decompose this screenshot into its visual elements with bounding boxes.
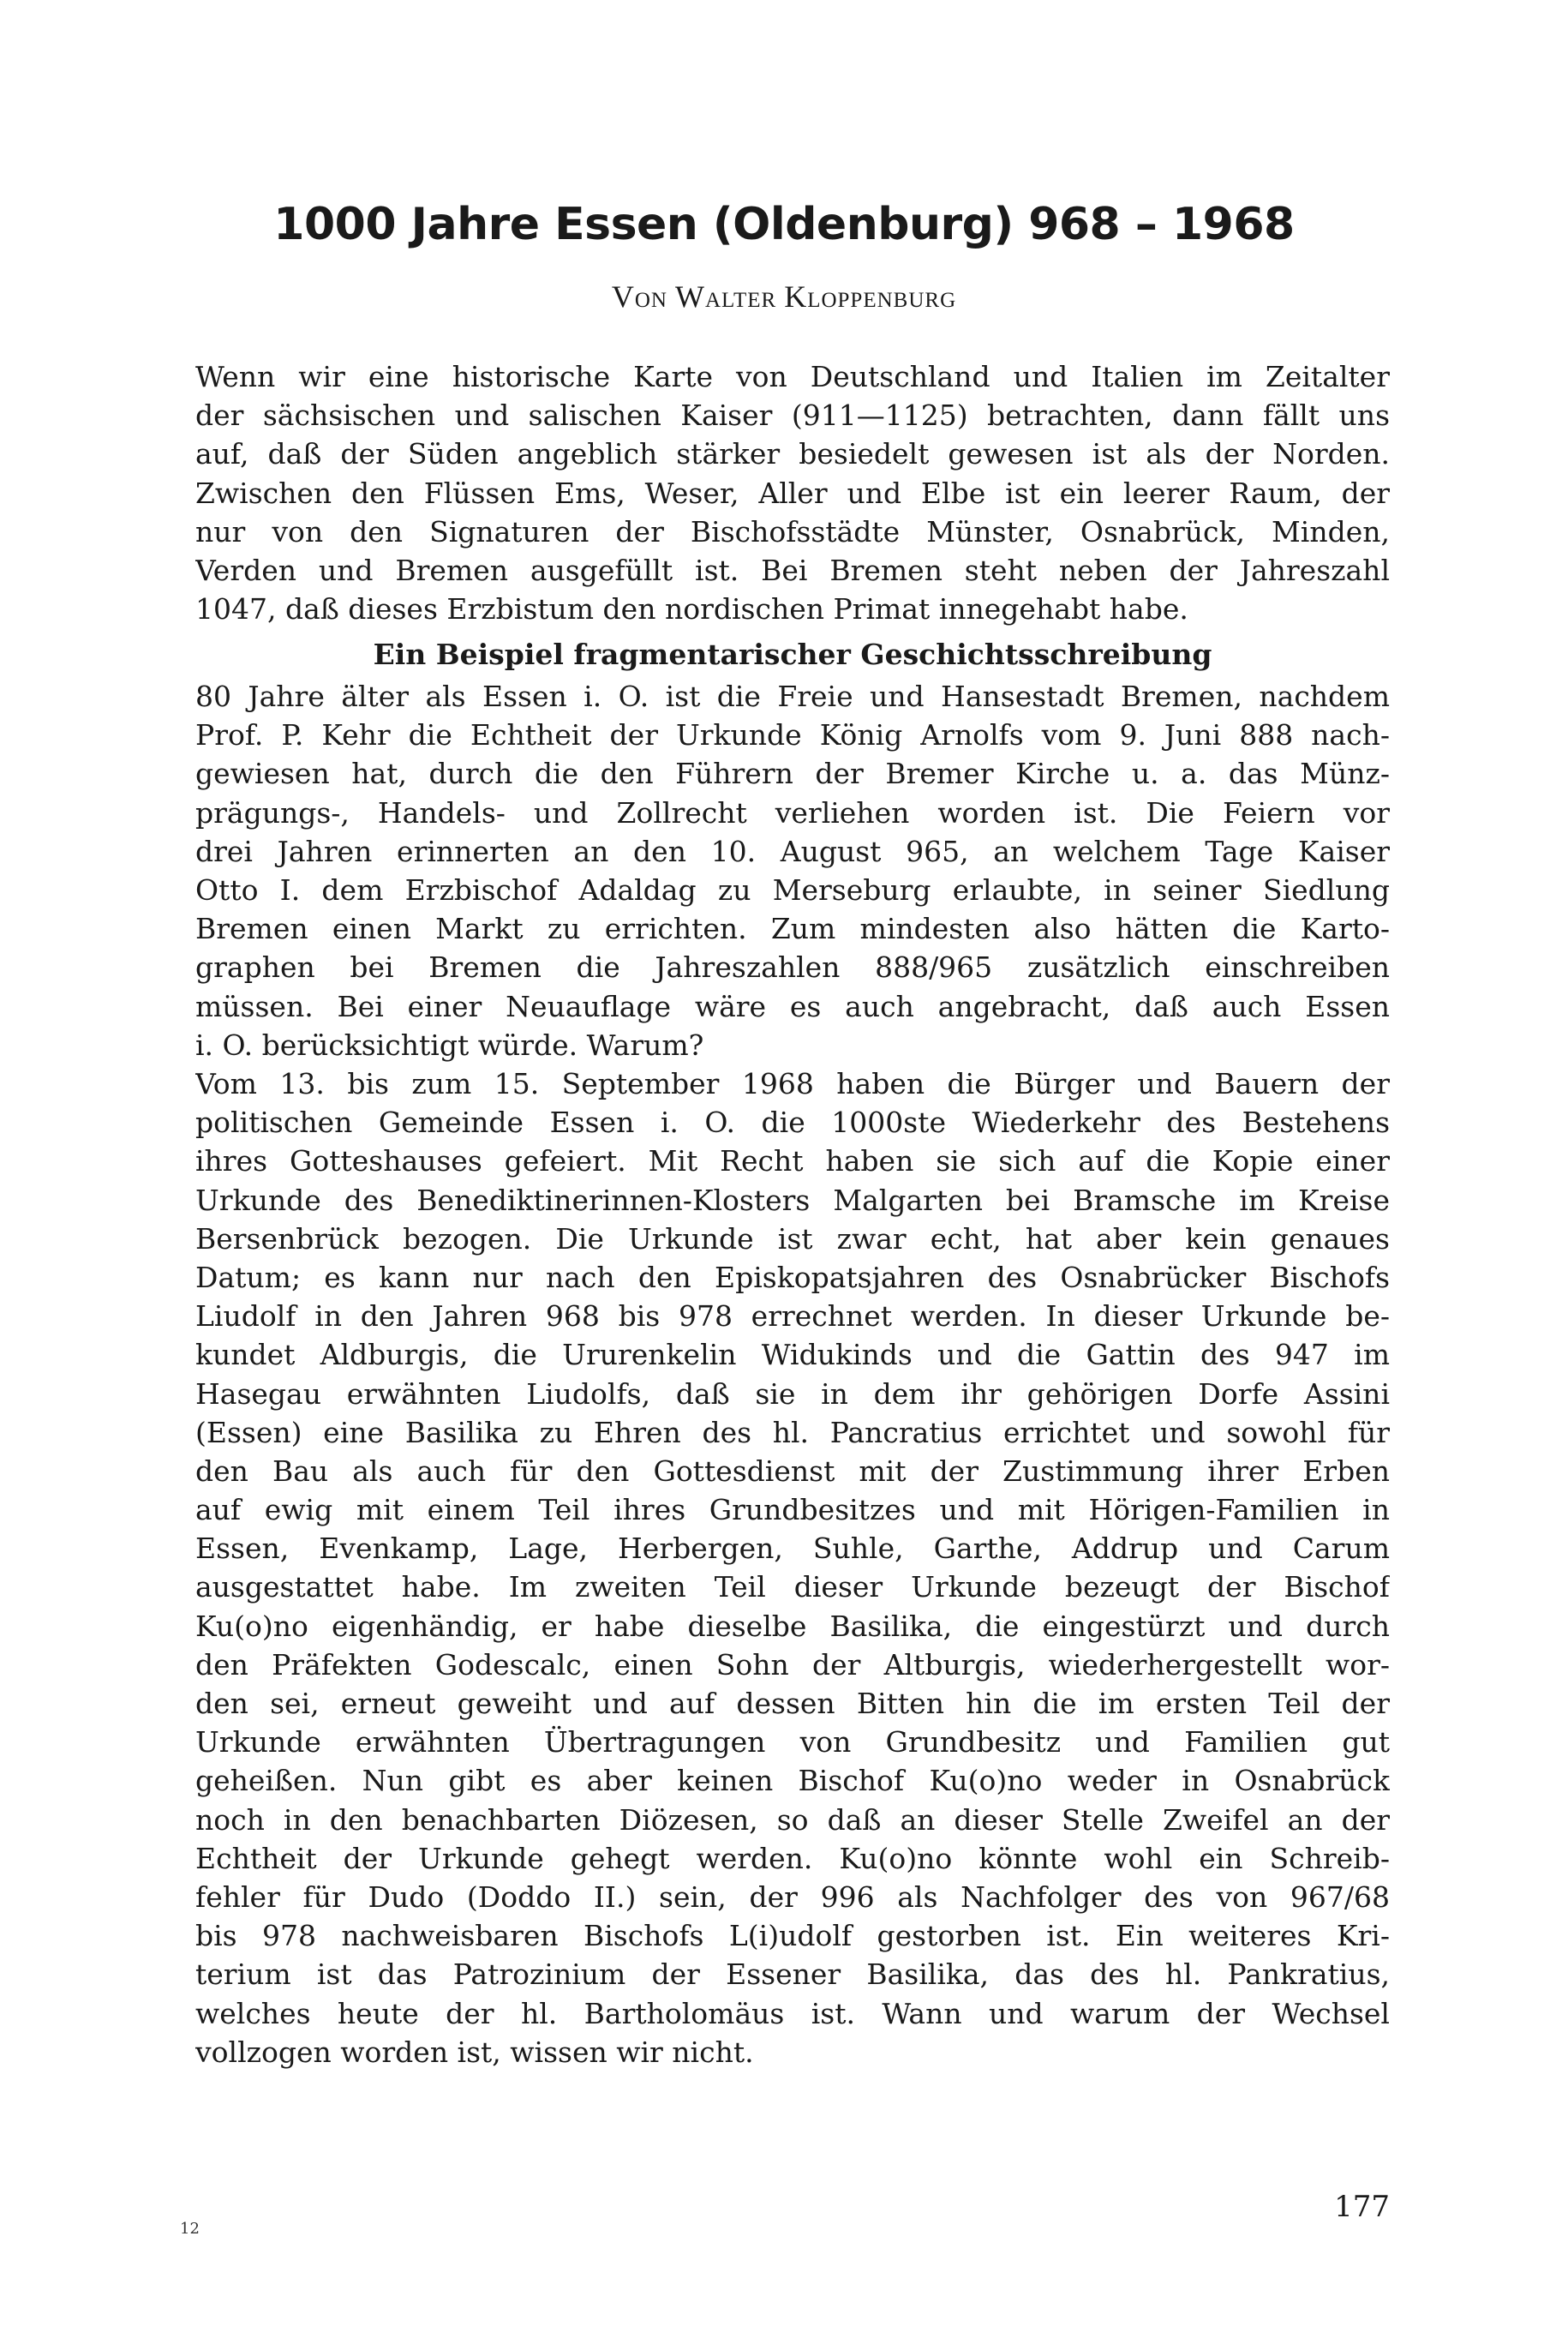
- text-line: Hasegau erwähnten Liudolfs, daß sie in dem ihr gehörigen Dorfe Assini: [195, 1376, 1390, 1411]
- article-title: 1000 Jahre Essen (Oldenburg) 968 – 1968: [273, 199, 1295, 250]
- text-line: welches heute der hl. Bartholomäus ist. Wann und warum der Wechsel: [195, 1996, 1390, 2030]
- text-line: Urkunde des Benediktinerinnen-Klosters Malgarten bei Bramsche im Kreise: [195, 1183, 1390, 1217]
- text-line: Otto I. dem Erzbischof Adaldag zu Merseburg erlaubte, in seiner Siedlung: [195, 872, 1390, 907]
- text-line: Prof. P. Kehr die Echtheit der Urkunde König Arnolfs vom 9. Juni 888 nach-: [195, 718, 1390, 752]
- text-line: Bersenbrück bezogen. Die Urkunde ist zwar echt, hat aber kein genaues: [195, 1221, 1390, 1256]
- text-line: nur von den Signaturen der Bischofsstädte Münster, Osnabrück, Minden,: [195, 514, 1390, 549]
- text-line: 1047, daß dieses Erzbistum den nordischen Primat innegehabt habe.: [195, 592, 1188, 626]
- author-first-initial: W: [674, 279, 705, 314]
- text-line: vollzogen worden ist, wissen wir nicht.: [195, 2035, 754, 2069]
- text-line: geheißen. Nun gibt es aber keinen Bischof Ku(o)no weder in Osnabrück: [195, 1764, 1390, 1798]
- author-first-rest: ALTER: [704, 289, 777, 312]
- text-line: noch in den benachbarten Diözesen, so daß an dieser Stelle Zweifel an der: [195, 1802, 1390, 1837]
- text-line: der sächsischen und salischen Kaiser (911—1125) betrachten, dann fällt uns: [195, 399, 1390, 433]
- text-line: bis 978 nachweisbaren Bischofs L(i)udolf gestorben ist. Ein weiteres Kri-: [195, 1919, 1390, 1953]
- text-line: den Präfekten Godescalc, einen Sohn der Altburgis, wiederhergestellt wor-: [195, 1647, 1390, 1682]
- signature-mark: 12: [180, 2220, 200, 2238]
- text-line: ihres Gotteshauses gefeiert. Mit Recht haben sie sich auf die Kopie einer: [195, 1144, 1390, 1178]
- author-von-rest: ON: [634, 289, 667, 312]
- author-von-initial: V: [611, 279, 635, 314]
- text-line: politischen Gemeinde Essen i. O. die 1000ste Wiederkehr des Bestehens: [195, 1106, 1390, 1140]
- text-line: fehler für Dudo (Doddo II.) sein, der 996 als Nachfolger des von 967/68: [195, 1879, 1390, 1914]
- text-line: Bremen einen Markt zu errichten. Zum mindesten also hätten die Karto-: [195, 912, 1390, 946]
- section-heading: Ein Beispiel fragmentarischer Geschichtsschreibung: [373, 638, 1212, 671]
- author-last-rest: LOPPENBURG: [807, 289, 957, 312]
- author-last-initial: K: [784, 279, 808, 314]
- paragraph-intro: [195, 357, 1390, 628]
- text-line: graphen bei Bremen die Jahreszahlen 888/965 zusätzlich einschreiben: [195, 950, 1390, 985]
- text-line: i. O. berücksichtigt würde. Warum?: [195, 1028, 704, 1062]
- page-number: 177: [1334, 2190, 1390, 2224]
- text-line: gewiesen hat, durch die den Führern der Bremer Kirche u. a. das Münz-: [195, 757, 1390, 791]
- text-line: (Essen) eine Basilika zu Ehren des hl. Pancratius errichtet und sowohl für: [195, 1415, 1390, 1449]
- text-line: Liudolf in den Jahren 968 bis 978 errechnet werden. In dieser Urkunde be-: [195, 1299, 1390, 1334]
- paragraph-bremen: [195, 677, 1390, 1064]
- text-line: ausgestattet habe. Im zweiten Teil dieser Urkunde bezeugt der Bischof: [195, 1570, 1390, 1604]
- text-line: Zwischen den Flüssen Ems, Weser, Aller und Elbe ist ein leerer Raum, der: [195, 476, 1390, 510]
- text-line: Urkunde erwähnten Übertragungen von Grundbesitz und Familien gut: [195, 1725, 1390, 1759]
- text-line: Essen, Evenkamp, Lage, Herbergen, Suhle, Garthe, Addrup und Carum: [195, 1532, 1390, 1566]
- text-line: auf, daß der Süden angeblich stärker besiedelt gewesen ist als der Norden.: [195, 437, 1390, 471]
- text-line: müssen. Bei einer Neuauflage wäre es auch angebracht, daß auch Essen: [195, 989, 1390, 1023]
- text-line: den Bau als auch für den Gottesdienst mit der Zustimmung ihrer Erben: [195, 1454, 1390, 1488]
- text-line: terium ist das Patrozinium der Essener Basilika, das des hl. Pankratius,: [195, 1957, 1390, 1992]
- text-line: den sei, erneut geweiht und auf dessen Bitten hin die im ersten Teil der: [195, 1687, 1390, 1720]
- text-line: drei Jahren erinnerten an den 10. August 965, an welchem Tage Kaiser: [195, 834, 1390, 868]
- author-byline: [0, 279, 1568, 315]
- text-line: Ku(o)no eigenhändig, er habe dieselbe Basilika, die eingestürzt und durch: [195, 1609, 1390, 1643]
- paragraph-essen: [195, 1064, 1390, 2071]
- text-line: prägungs-, Handels- und Zollrecht verliehen worden ist. Die Feiern vor: [195, 795, 1390, 830]
- text-line: 80 Jahre älter als Essen i. O. ist die Freie und Hansestadt Bremen, nachdem: [195, 680, 1390, 713]
- text-line: Verden und Bremen ausgefüllt ist. Bei Bremen steht neben der Jahreszahl: [195, 553, 1390, 587]
- text-line: Vom 13. bis zum 15. September 1968 haben die Bürger und Bauern der: [195, 1067, 1390, 1100]
- text-line: Wenn wir eine historische Karte von Deutschland und Italien im Zeitalter: [195, 360, 1390, 393]
- text-line: Echtheit der Urkunde gehegt werden. Ku(o)no könnte wohl ein Schreib-: [195, 1841, 1390, 1875]
- text-line: kundet Aldburgis, die Ururenkelin Widukinds und die Gattin des 947 im: [195, 1338, 1390, 1372]
- text-line: auf ewig mit einem Teil ihres Grundbesitzes und mit Hörigen-Familien in: [195, 1493, 1390, 1527]
- text-line: Datum; es kann nur nach den Episkopatsjahren des Osnabrücker Bischofs: [195, 1260, 1390, 1294]
